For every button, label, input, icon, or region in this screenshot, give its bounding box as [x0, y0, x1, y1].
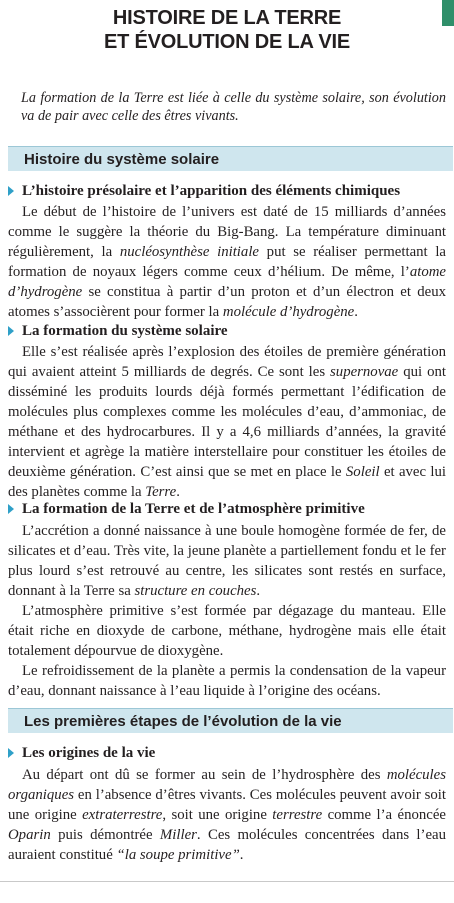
text-run: comme l’a énoncée [322, 807, 446, 823]
emphasis-text: terrestre [272, 807, 323, 823]
emphasis-text: molécules organiques [8, 767, 446, 803]
paragraph [8, 342, 446, 502]
subheading-presolar [8, 182, 453, 201]
bullet-icon [8, 186, 14, 196]
text-run: Elle s’est réalisée après l’explosion des étoiles de première génération qui avaient atteint 5 milliards de degrés. Ce sont les [8, 344, 446, 380]
paragraph [8, 202, 446, 322]
subheading-text: La formation du système solaire [22, 323, 228, 339]
text-run: et avec lui des planètes comme la [8, 464, 447, 500]
text-run: Au départ ont dû se former au sein de l’hydrosphère des [22, 767, 387, 783]
text-run: qui ont disséminé les produits lourds déjà formés permettant l’édification de molécules plus complexes comme les molécules d’eau, d’ammoniac, de méthane et des hydrocarbures. Il y a 4,6 milliards d’années, la gravité intervient et agrège la matière interstellaire pour constituer les étoiles de deuxième génération. C’est ainsi que se met en place le [8, 364, 446, 480]
bullet-icon [8, 504, 14, 514]
subheading-text: L’histoire présolaire et l’apparition des éléments chimiques [22, 183, 401, 199]
emphasis-text: “la soupe primitive” [116, 847, 240, 863]
text-run: Le refroidissement de la planète a permis la condensation de la vapeur d’eau, donnant naissance à l’eau liquide à l’origine des océans. [8, 663, 446, 699]
emphasis-text: structure en couches [134, 583, 257, 599]
text-run: se constitua à partir d’un proton et d’un électron et deux atomes s’associèrent pour former la [8, 284, 446, 320]
paragraph [8, 521, 446, 601]
section-heading-life-evolution: Les premières étapes de l’évolution de la vie [8, 708, 453, 733]
text-run: puis démontrée [50, 827, 160, 843]
paragraph-earth-atmosphere [8, 521, 446, 701]
emphasis-text: Oparin [8, 827, 51, 843]
subheading-solar-system-formation [8, 322, 453, 341]
text-run: . [239, 847, 244, 863]
emphasis-text: atome d’hydrogène [8, 264, 446, 300]
title-line-2: ET ÉVOLUTION DE LA VIE [104, 31, 350, 53]
emphasis-text: nucléosynthèse initiale [119, 244, 260, 260]
bullet-icon [8, 748, 14, 758]
emphasis-text: supernovae [330, 364, 399, 380]
subheading-text: Les origines de la vie [22, 745, 156, 761]
subheading-origins-of-life [8, 744, 453, 763]
text-run: , soit une origine [162, 807, 273, 823]
text-run: en l’absence d’êtres vivants. Ces molécules peuvent avoir soit une origine [8, 787, 446, 823]
text-run: put se réaliser permettant la formation de noyaux légers comme ceux d’hélium. De même, l’ [8, 244, 446, 280]
paragraph [8, 601, 446, 661]
text-run: Le début de l’histoire de l’univers est daté de 15 milliards d’années comme le suggère la théorie du Big-Bang. La température diminuant régulièrement, la [8, 204, 446, 260]
paragraph-solar-system-formation [8, 342, 446, 502]
section-heading-solar-system: Histoire du système solaire [8, 146, 453, 171]
page-title [0, 6, 454, 54]
text-run: L’accrétion a donné naissance à une boule homogène formée de fer, de silicates et d’eau. Très vite, la jeune planète a partiellement fondu et le fer plus lourd s’est retrouvé au centre, les silicates sont restés en surface, donnant à la Terre sa [8, 523, 446, 599]
emphasis-text: Miller [159, 827, 197, 843]
emphasis-text: molécule d’hydrogène [222, 304, 355, 320]
text-run: . [256, 583, 261, 599]
emphasis-text: Terre [145, 484, 177, 500]
paragraph-presolar [8, 202, 446, 322]
text-run: . Ces molécules concentrées dans l’eau auraient constitué [8, 827, 447, 863]
bottom-divider [0, 881, 454, 882]
intro-text: La formation de la Terre est liée à celle du système solaire, son évolution va de pair avec celle des êtres vivants. [21, 90, 446, 124]
text-run: . [354, 304, 358, 320]
paragraph [8, 661, 446, 701]
title-line-1: HISTOIRE DE LA TERRE [112, 7, 342, 29]
text-run: L’atmosphère primitive s’est formée par dégazage du manteau. Elle était riche en dioxyde de carbone, méthane, hydrogène mais elle était totalement dépourvue de dioxygène. [8, 603, 446, 659]
paragraph-origins-of-life [8, 765, 446, 865]
bullet-icon [8, 326, 14, 336]
emphasis-text: Soleil [345, 464, 380, 480]
subheading-earth-atmosphere [8, 500, 453, 519]
emphasis-text: extraterrestre [82, 807, 163, 823]
text-run: . [176, 484, 180, 500]
paragraph [8, 765, 446, 865]
subheading-text: La formation de la Terre et de l’atmosphère primitive [22, 501, 365, 517]
